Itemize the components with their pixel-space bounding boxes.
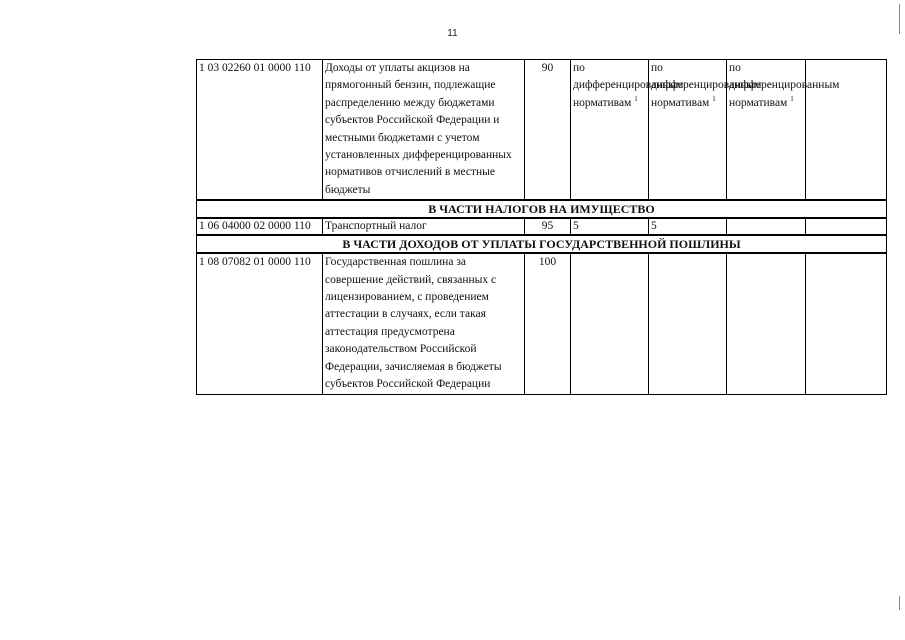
scan-edge-mark	[899, 4, 900, 34]
footnote-mark: 1	[712, 94, 716, 103]
section-title: В ЧАСТИ ДОХОДОВ ОТ УПЛАТЫ ГОСУДАРСТВЕННОЙ ПОШЛИНЫ	[197, 235, 887, 253]
federal-share-cell: 95	[525, 218, 571, 235]
section-header-row	[197, 200, 887, 218]
section-title: В ЧАСТИ НАЛОГОВ НА ИМУЩЕСТВО	[197, 200, 887, 218]
municipal-district-share-cell: 5	[649, 218, 727, 235]
revenue-code-cell: 1 06 04000 02 0000 110	[197, 218, 323, 235]
settlement-share-cell	[727, 218, 806, 235]
table-row	[197, 253, 887, 394]
page-number: 11	[447, 28, 458, 39]
norm-text: по дифференцированным нормативам	[573, 62, 684, 109]
federal-share-cell: 90	[525, 60, 571, 201]
norm-text: по дифференцированным нормативам	[729, 62, 840, 109]
revenue-distribution-table	[196, 59, 887, 395]
empty-share-cell	[806, 218, 887, 235]
revenue-code-cell: 1 08 07082 01 0000 110	[197, 253, 323, 394]
revenue-name-cell: Транспортный налог	[323, 218, 525, 235]
federal-share-cell: 100	[525, 253, 571, 394]
footnote-mark: 1	[790, 94, 794, 103]
footnote-mark: 1	[634, 94, 638, 103]
revenue-code-cell: 1 03 02260 01 0000 110	[197, 60, 323, 201]
table-row	[197, 60, 887, 201]
norm-text: по дифференцированным нормативам	[651, 62, 762, 109]
table-row	[197, 218, 887, 235]
revenue-name-cell: Доходы от уплаты акцизов на прямогонный бензин, подлежащие распределению между бюджетами субъектов Российской Федерации и местными бюджетами с учетом установленных дифференцированных нормативов отчислений в местные бюджеты	[323, 60, 525, 201]
section-header-row	[197, 235, 887, 253]
scan-edge-mark	[899, 596, 900, 610]
revenue-name-cell: Государственная пошлина за совершение действий, связанных с лицензированием, с проведением аттестации в случаях, если такая аттестация предусмотрена законодательством Российской Федерации, зачисляемая в бюджеты субъектов Российской Федерации	[323, 253, 525, 394]
settlement-share-cell	[727, 60, 840, 201]
municipal-district-share-cell	[649, 253, 727, 394]
regional-share-cell	[571, 60, 684, 201]
regional-share-cell	[571, 253, 649, 394]
regional-share-cell: 5	[571, 218, 649, 235]
municipal-district-share-cell	[649, 60, 762, 201]
settlement-share-cell	[727, 253, 806, 394]
empty-share-cell	[806, 253, 887, 394]
